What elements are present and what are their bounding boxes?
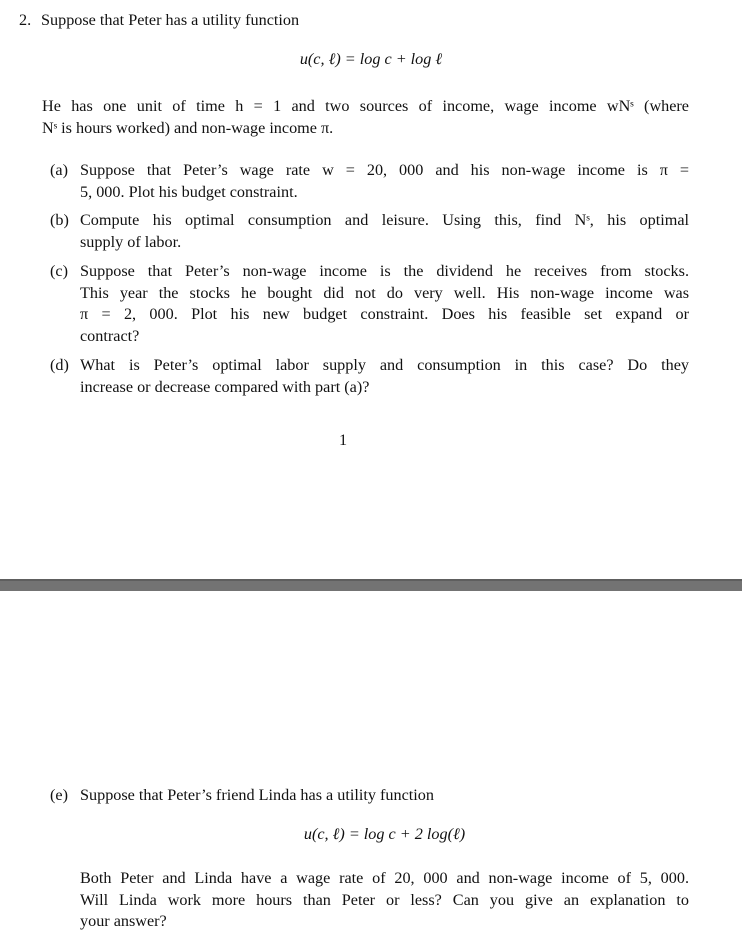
part-a-label: (a) xyxy=(50,161,68,179)
part-b-line-1: Compute his optimal consumption and leisure. Using this, find Nˢ, his optimal xyxy=(80,211,689,229)
question-intro: Suppose that Peter has a utility function xyxy=(41,11,300,29)
part-e-intro: Suppose that Peter’s friend Linda has a utility function xyxy=(80,786,434,804)
part-d-line-1: What is Peter’s optimal labor supply and consumption in this case? Do they xyxy=(80,356,689,374)
question-number: 2. xyxy=(19,11,32,29)
part-c-line-2: This year the stocks he bought did not do very well. His non-wage income was xyxy=(80,284,689,302)
page-separator-edge xyxy=(0,579,742,581)
part-b-line-2: supply of labor. xyxy=(80,233,182,251)
part-e-line-3: your answer? xyxy=(80,912,167,930)
part-c-line-1: Suppose that Peter’s non-wage income is the dividend he receives from stocks. xyxy=(80,262,689,280)
part-c-line-3: π = 2, 000. Plot his new budget constraint. Does his feasible set expand or xyxy=(80,305,689,323)
part-e-line-2: Will Linda work more hours than Peter or less? Can you give an explanation to xyxy=(80,891,689,909)
paragraph-line-2: Nˢ is hours worked) and non-wage income π. xyxy=(42,119,334,137)
part-e-line-1: Both Peter and Linda have a wage rate of 20, 000 and non-wage income of 5, 000. xyxy=(80,869,689,887)
linda-utility-equation: u(c, ℓ) = log c + 2 log(ℓ) xyxy=(303,825,466,843)
part-c-label: (c) xyxy=(50,262,68,280)
part-d-line-2: increase or decrease compared with part (a)? xyxy=(80,378,370,396)
part-d-label: (d) xyxy=(50,356,69,374)
part-b-label: (b) xyxy=(50,211,69,229)
part-a-line-1: Suppose that Peter’s wage rate w = 20, 000 and his non-wage income is π = xyxy=(80,161,689,179)
part-e-label: (e) xyxy=(50,786,68,804)
part-c-line-4: contract? xyxy=(80,327,140,345)
page-number: 1 xyxy=(339,431,348,449)
part-a-line-2: 5, 000. Plot his budget constraint. xyxy=(80,183,298,201)
paragraph-line-1: He has one unit of time h = 1 and two sources of income, wage income wNˢ (where xyxy=(42,97,689,115)
utility-equation: u(c, ℓ) = log c + log ℓ xyxy=(299,50,443,68)
